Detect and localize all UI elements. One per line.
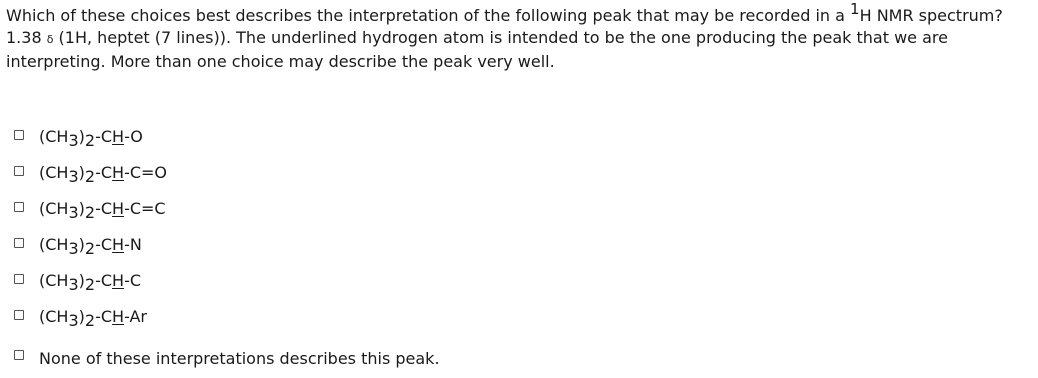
subscript: 3: [68, 131, 79, 150]
subscript: 2: [84, 203, 96, 222]
subscript: 2: [84, 167, 96, 186]
delta-symbol: δ: [46, 33, 54, 46]
checkbox[interactable]: [14, 130, 24, 140]
underlined-hydrogen: H: [112, 163, 125, 182]
checkbox[interactable]: [14, 202, 24, 212]
choice-none[interactable]: [14, 342, 440, 378]
formula-part: -C=O: [124, 163, 168, 182]
formula-part: ): [78, 307, 85, 326]
subscript: 3: [68, 167, 79, 186]
formula-part: (CH: [39, 163, 69, 182]
formula-part: -C: [95, 271, 113, 290]
formula-part: ): [78, 199, 85, 218]
checkbox[interactable]: [14, 310, 24, 320]
formula-part: -C: [95, 163, 113, 182]
question-part-2: H NMR spectrum? 1.38: [6, 6, 1003, 47]
choice-ch-o[interactable]: [14, 126, 440, 162]
formula-part: ): [78, 235, 85, 254]
subscript: 3: [68, 311, 79, 330]
underlined-hydrogen: H: [112, 199, 125, 218]
formula-part: -C: [95, 199, 113, 218]
subscript: 2: [84, 275, 96, 294]
formula-part: ): [78, 271, 85, 290]
question-part-3: (1H, heptet (7 lines)). The underlined hydrogen atom is intended to be the one producing the peak that we are interpreting. More than one choice may describe the peak very well.: [6, 28, 948, 71]
answer-choices: [14, 126, 440, 378]
choice-label: [39, 198, 166, 220]
formula-part: (CH: [39, 199, 69, 218]
underlined-hydrogen: H: [112, 307, 125, 326]
choice-label: [39, 126, 143, 148]
formula-part: (CH: [39, 127, 69, 146]
question-text: [6, 0, 1034, 73]
choice-ch-c-double-c[interactable]: [14, 198, 440, 234]
checkbox[interactable]: [14, 166, 24, 176]
choice-label: None of these interpretations describes this peak.: [39, 349, 440, 368]
formula-part: (CH: [39, 307, 69, 326]
subscript: 2: [84, 311, 96, 330]
formula-part: -O: [124, 127, 143, 146]
choice-label: [39, 234, 142, 256]
choice-label: [39, 306, 147, 328]
choice-ch-n[interactable]: [14, 234, 440, 270]
underlined-hydrogen: H: [112, 127, 125, 146]
subscript: 2: [84, 131, 96, 150]
checkbox[interactable]: [14, 238, 24, 248]
formula-part: -C: [95, 127, 113, 146]
choice-ch-c-double-o[interactable]: [14, 162, 440, 198]
choice-label: [39, 270, 141, 292]
superscript-one: 1: [850, 0, 860, 18]
formula-part: ): [78, 127, 85, 146]
underlined-hydrogen: H: [112, 271, 125, 290]
formula-part: ): [78, 163, 85, 182]
formula-part: -C=C: [124, 199, 166, 218]
checkbox[interactable]: [14, 350, 24, 360]
formula-part: -Ar: [124, 307, 148, 326]
subscript: 2: [84, 239, 96, 258]
formula-part: (CH: [39, 271, 69, 290]
formula-part: -N: [124, 235, 142, 254]
subscript: 3: [68, 239, 79, 258]
subscript: 3: [68, 203, 79, 222]
subscript: 3: [68, 275, 79, 294]
choice-ch-ar[interactable]: [14, 306, 440, 342]
underlined-hydrogen: H: [112, 235, 125, 254]
choice-label: [39, 162, 167, 184]
formula-part: -C: [95, 235, 113, 254]
formula-part: -C: [95, 307, 113, 326]
question-part-1: Which of these choices best describes the interpretation of the following peak that may be recorded in a: [6, 6, 851, 25]
checkbox[interactable]: [14, 274, 24, 284]
choice-ch-c[interactable]: [14, 270, 440, 306]
formula-part: (CH: [39, 235, 69, 254]
formula-part: -C: [124, 271, 142, 290]
